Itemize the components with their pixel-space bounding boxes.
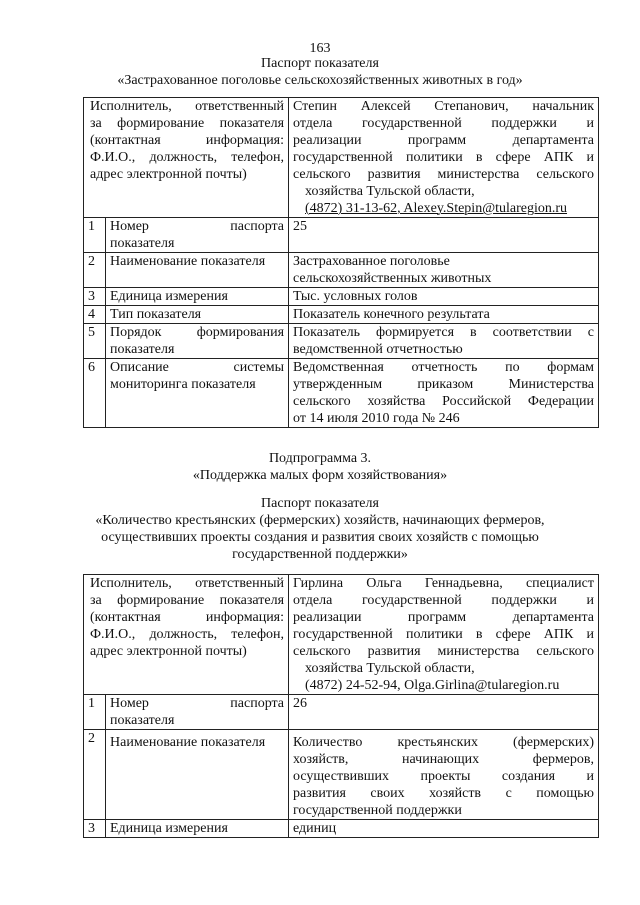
passport1-heading (0, 55, 640, 89)
cell-text-line: Единица измерения (110, 289, 228, 304)
cell-text-line: ведомственной отчетностью (293, 342, 463, 357)
table-cell (289, 288, 599, 306)
cell-text-line: показателя (110, 236, 175, 251)
table-cell (289, 730, 599, 820)
table-row (84, 288, 599, 306)
cell-text-line: адрес электронной почты) (90, 644, 247, 659)
table-row (84, 324, 599, 359)
passport2-heading: Паспорт показателя «Количество крестьянских (фермерских) хозяйств, начинающих фермеров, осуществивших проекты создания и развития своих хозяйств с помощью государственной поддержки» (0, 495, 640, 563)
cell-text-line: развития своих хозяйств с помощью (293, 786, 595, 801)
table-cell (289, 359, 599, 428)
subprogram-heading (0, 450, 640, 484)
cell-text-line: сельскохозяйственных животных (293, 271, 492, 286)
cell-text-line: за формирование показателя (90, 593, 285, 608)
cell-text-line: Ф.И.О., должность, телефон, (90, 150, 285, 165)
cell-text-line: Степин Алексей Степанович, начальник (293, 99, 595, 114)
table-cell (289, 306, 599, 324)
cell-text-line: Номер паспорта (110, 219, 285, 234)
table-row (84, 730, 599, 820)
cell-text-line: 25 (293, 219, 308, 234)
table-row (84, 218, 599, 253)
table-cell: 5 (84, 324, 106, 359)
cell-text-line: Застрахованное поголовье (293, 254, 450, 269)
cell-text-line: (контактная информация: (90, 610, 285, 625)
table-cell (106, 820, 289, 838)
passport1-table (83, 97, 599, 428)
page-number: 163 (309, 41, 331, 56)
cell-text-line: 26 (293, 696, 308, 711)
cell-text-line: показателя (110, 713, 175, 728)
cell-text-line: Тыс. условных голов (293, 289, 418, 304)
table-cell (106, 306, 289, 324)
table-cell (106, 324, 289, 359)
table-cell: 3 (84, 820, 106, 838)
cell-text-line: Порядок формирования (110, 325, 285, 340)
subprogram-title: Подпрограмма 3. (268, 451, 372, 466)
table-cell (106, 218, 289, 253)
subprogram-subtitle: «Поддержка малых форм хозяйствования» (192, 468, 448, 483)
cell-text-line: Количество крестьянских (фермерских) (293, 735, 595, 750)
table-cell (289, 253, 599, 288)
cell-text-line: хозяйства Тульской области, (305, 184, 475, 199)
table-row (84, 98, 599, 218)
table-cell: 4 (84, 306, 106, 324)
cell-text-line: сельского развития министерства сельского (293, 167, 595, 182)
cell-text-line: за формирование показателя (90, 116, 285, 131)
table-cell: 2 (84, 730, 106, 820)
cell-text-line: хозяйства Тульской области, (305, 661, 475, 676)
table-cell (289, 324, 599, 359)
cell-text-line: единиц (293, 821, 337, 836)
table-cell: 6 (84, 359, 106, 428)
cell-text-line: сельского развития министерства сельского (293, 644, 595, 659)
table-cell (106, 359, 289, 428)
table-cell: 1 (84, 695, 106, 730)
table-cell (289, 695, 599, 730)
cell-text-line: показателя (110, 342, 175, 357)
passport2-title: Паспорт показателя (261, 496, 379, 511)
cell-text-line: утвержденным приказом Министерства (293, 377, 595, 392)
cell-text-line: (контактная информация: (90, 133, 285, 148)
table-cell (106, 695, 289, 730)
cell-text-line: Исполнитель, ответственный (90, 99, 285, 114)
cell-text-line: Исполнитель, ответственный (90, 576, 285, 591)
table-row (84, 820, 599, 838)
cell-text-line: Единица измерения (110, 821, 228, 836)
table-row (84, 306, 599, 324)
cell-text-line: государственной поддержки (293, 803, 462, 818)
cell-text-line: Номер паспорта (110, 696, 285, 711)
table-cell (289, 820, 599, 838)
cell-text-line: осуществивших проекты создания и (293, 769, 595, 784)
cell-text-line: от 14 июля 2010 года № 246 (293, 411, 460, 426)
cell-text-line: мониторинга показателя (110, 377, 256, 392)
passport1-subtitle: «Застрахованное поголовье сельскохозяйственных животных в год» (117, 73, 523, 88)
executor-contact: (4872) 31-13-62, Alexey.Stepin@tularegion.ru (305, 201, 568, 216)
cell-text-line: отдела государственной поддержки и (293, 116, 595, 131)
table-cell (106, 288, 289, 306)
cell-text-line: реализации программ департамента (293, 610, 595, 625)
table-cell (106, 253, 289, 288)
table-row (84, 253, 599, 288)
executor-label (84, 98, 289, 218)
cell-text-line: реализации программ департамента (293, 133, 595, 148)
cell-text-line: сельского хозяйства Российской Федерации (293, 394, 595, 409)
executor-label (84, 575, 289, 695)
table-cell: 3 (84, 288, 106, 306)
table-cell: 1 (84, 218, 106, 253)
cell-text-line: Тип показателя (110, 307, 202, 322)
table-row (84, 359, 599, 428)
cell-text-line: Ф.И.О., должность, телефон, (90, 627, 285, 642)
table-cell (106, 730, 289, 820)
cell-text-line: адрес электронной почты) (90, 167, 247, 182)
cell-text-line: Наименование показателя (110, 254, 266, 269)
cell-text-line: Описание системы (110, 360, 285, 375)
cell-text-line: Показатель формируется в соответствии с (293, 325, 595, 340)
cell-text-line: отдела государственной поддержки и (293, 593, 595, 608)
table-row (84, 575, 599, 695)
cell-text-line: Ведомственная отчетность по формам (293, 360, 595, 375)
cell-text-line: Гирлина Ольга Геннадьевна, специалист (293, 576, 595, 591)
executor-value (289, 98, 599, 218)
cell-text-line: государственной политики в сфере АПК и (293, 150, 595, 165)
passport1-title: Паспорт показателя (261, 56, 379, 71)
executor-value (289, 575, 599, 695)
cell-text-line: Показатель конечного результата (293, 307, 490, 322)
passport2-table (83, 574, 599, 838)
cell-text-line: Наименование показателя (110, 735, 266, 750)
cell-text-line: хозяйств, начинающих фермеров, (293, 752, 595, 767)
table-cell (289, 218, 599, 253)
table-cell: 2 (84, 253, 106, 288)
executor-contact: (4872) 24-52-94, Olga.Girlina@tularegion.ru (305, 678, 560, 693)
table-row (84, 695, 599, 730)
cell-text-line: государственной политики в сфере АПК и (293, 627, 595, 642)
